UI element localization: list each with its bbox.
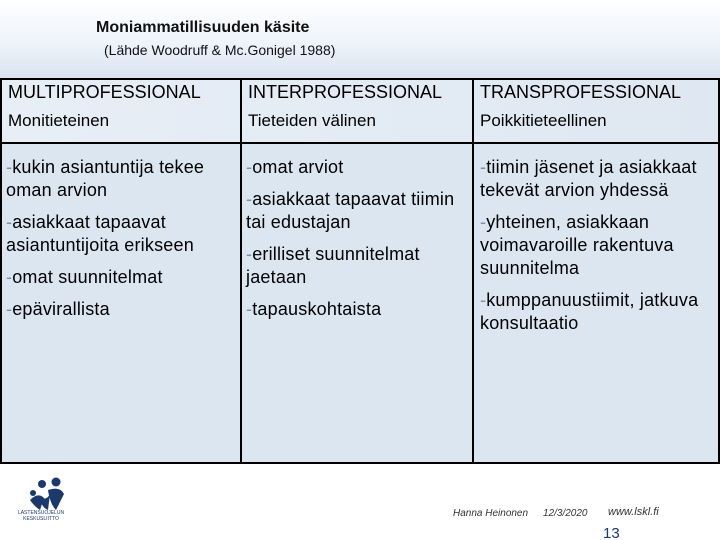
list-item: -asiakkaat tapaavat asiantuntijoita erikseen [6,212,194,255]
list-item: -erilliset suunnitelmat jaetaan [246,244,420,287]
slide-subtitle: (Lähde Woodruff & Mc.Gonigel 1988) [104,42,336,58]
footer-date: 12/3/2020 [543,508,588,519]
list-item: -asiakkaat tapaavat tiimin tai edustajan [246,189,455,232]
column-subheading-interprofessional: Tieteiden välinen [248,111,376,130]
slide-title: Moniammatillisuuden käsite [96,19,310,36]
column-heading-transprofessional: TRANSPROFESSIONAL [480,82,682,102]
footer-author: Hanna Heinonen [453,508,529,519]
list-item: -yhteinen, asiakkaan voimavaroille rakentuva suunnitelma [480,212,674,278]
column-body-transprofessional [480,156,716,335]
page-number: 13 [603,525,620,540]
logo-caption: LASTENSUOJELUN KESKUSLIITTO [17,510,65,522]
comparison-table [0,78,720,464]
footer-url[interactable]: www.lskl.fi [608,506,659,518]
list-item: -omat suunnitelmat [6,267,163,287]
column-divider [472,80,474,462]
list-item: -omat arviot [246,157,344,177]
title-band [0,0,720,80]
column-body-multiprofessional [6,156,238,321]
list-item: -kumppanuustiimit, jatkuva konsultaatio [480,290,699,333]
column-subheading-transprofessional: Poikkitieteellinen [480,111,607,130]
column-divider [240,80,242,462]
list-item: -epävirallista [6,299,110,319]
list-item: -tiimin jäsenet ja asiakkaat tekevät arvion yhdessä [480,157,697,200]
column-body-interprofessional [246,156,468,321]
list-item: -kukin asiantuntija tekee oman arvion [6,157,205,200]
column-heading-multiprofessional: MULTIPROFESSIONAL [8,82,201,102]
column-heading-interprofessional: INTERPROFESSIONAL [248,82,443,102]
column-subheading-multiprofessional: Monitieteinen [8,111,110,130]
list-item: -tapauskohtaista [246,299,382,319]
